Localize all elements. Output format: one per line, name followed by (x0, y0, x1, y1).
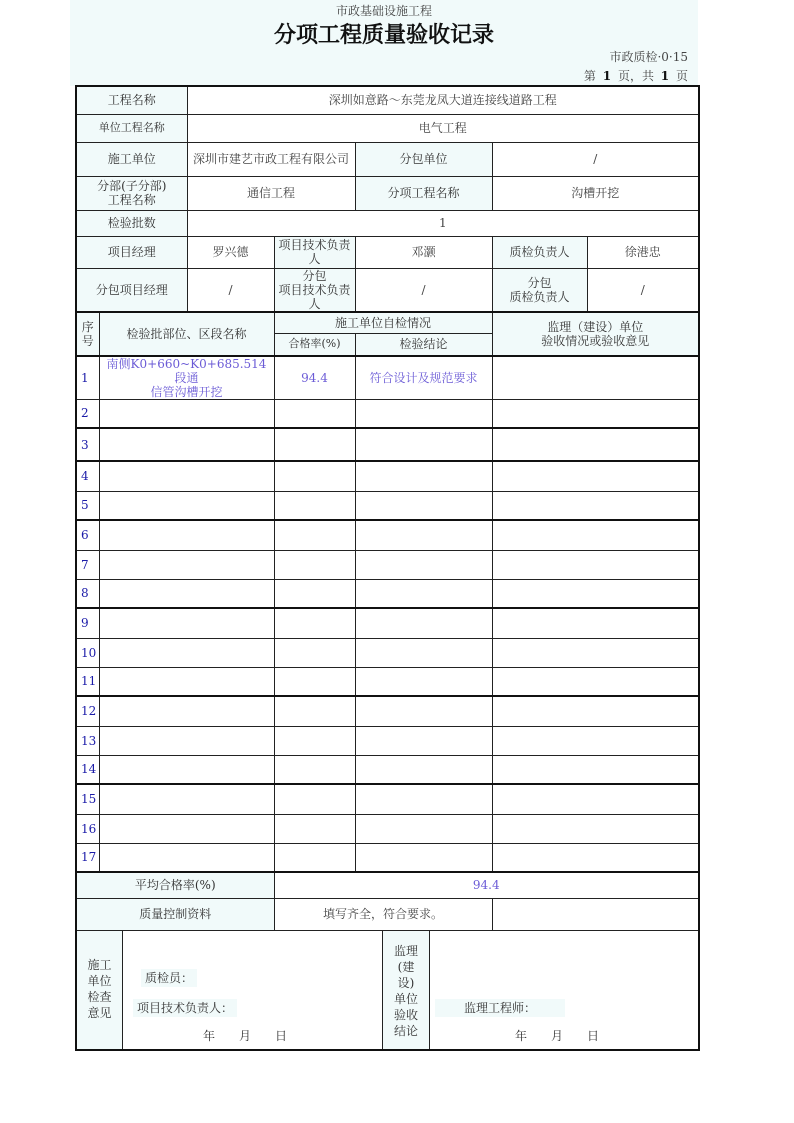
item-label: 分项工程名称 (355, 176, 492, 210)
row-location (99, 550, 274, 579)
supervision-conclusion-line1: 监理 (393, 943, 418, 958)
page-number: 第 1 页，共 1 页 (583, 69, 688, 83)
row-number: 15 (76, 784, 99, 814)
batches-label: 检验批数 (76, 210, 187, 236)
contractor-label: 施工单位 (76, 142, 187, 176)
row-pass-rate (274, 428, 355, 461)
unit-project-row (76, 114, 699, 142)
division-label-line2: 工程名称 (107, 193, 156, 207)
contractor-row (76, 142, 699, 176)
sub-manager-row (76, 268, 699, 312)
batches-row (76, 210, 699, 236)
division-row (76, 176, 699, 210)
table-row (76, 638, 699, 667)
contractor-sign-area (123, 931, 381, 1051)
row-conclusion (355, 550, 492, 579)
row-number: 13 (76, 726, 99, 755)
sub-tech-label-line1: 分包 (302, 268, 327, 283)
row-number: 5 (76, 491, 99, 520)
tech-lead-value: 邓灏 (355, 236, 492, 268)
table-row (76, 755, 699, 784)
row-conclusion (355, 696, 492, 726)
sub-pm-label: 分包项目经理 (76, 268, 187, 312)
table-row (76, 461, 699, 491)
division-value: 通信工程 (187, 176, 355, 210)
row-location (99, 579, 274, 608)
row-conclusion (355, 608, 492, 638)
row-pass-rate (274, 814, 355, 843)
row-location (99, 428, 274, 461)
row-conclusion (355, 755, 492, 784)
acceptance-form (75, 85, 700, 1051)
row-opinion (492, 755, 699, 784)
row-conclusion (355, 784, 492, 814)
qc-docs-label: 质量控制资料 (76, 898, 274, 930)
division-label-line1: 分部(子分部) (97, 179, 167, 193)
supervision-sign-area (429, 931, 698, 1051)
sub-qc-label (492, 268, 587, 312)
sub-qc-label-line2: 质检负责人 (509, 289, 570, 304)
supervision-conclusion-line5: 验收 (393, 1007, 418, 1022)
row-conclusion (355, 638, 492, 667)
table-row (76, 428, 699, 461)
row-conclusion (355, 667, 492, 696)
table-row (76, 550, 699, 579)
row-conclusion (355, 399, 492, 428)
row-opinion (492, 784, 699, 814)
supervision-header (492, 312, 699, 356)
row-pass-rate (274, 461, 355, 491)
project-name-row (76, 86, 699, 114)
seq-header-line1: 序 (81, 319, 94, 334)
row-location (99, 696, 274, 726)
qc-docs-extra (492, 898, 699, 930)
row-number: 3 (76, 428, 99, 461)
row-number: 11 (76, 667, 99, 696)
row-opinion (492, 843, 699, 872)
supervision-conclusion-line3: 设) (397, 975, 415, 990)
sub-pm-value: / (187, 268, 274, 312)
row-opinion (492, 726, 699, 755)
contractor-opinion-line4: 意见 (87, 1005, 112, 1020)
row-number: 16 (76, 814, 99, 843)
row-opinion (492, 579, 699, 608)
sub-tech-value: / (355, 268, 492, 312)
table-row (76, 520, 699, 550)
row-conclusion (355, 579, 492, 608)
project-name-value: 深圳如意路～东莞龙凤大道连接线道路工程 (187, 86, 699, 114)
contractor-opinion-line3: 检查 (87, 989, 112, 1004)
contractor-opinion-line1: 施工 (87, 957, 112, 972)
seq-header-line2: 号 (81, 333, 94, 348)
inspector-label: 质检员： (141, 969, 197, 987)
table-row (76, 356, 699, 400)
row-conclusion (355, 461, 492, 491)
row-location-line1: 南侧K0+660~K0+685.514段通 (106, 356, 267, 385)
row-pass-rate (274, 579, 355, 608)
row-pass-rate (274, 667, 355, 696)
row-opinion (492, 638, 699, 667)
table-row (76, 608, 699, 638)
row-pass-rate (274, 399, 355, 428)
row-pass-rate: 94.4 (274, 356, 355, 400)
signature-row (76, 930, 699, 1050)
row-conclusion (355, 428, 492, 461)
sub-qc-label-line1: 分包 (527, 275, 552, 290)
table-row (76, 696, 699, 726)
row-opinion (492, 814, 699, 843)
table-row (76, 843, 699, 872)
pm-value: 罗兴德 (187, 236, 274, 268)
supervision-conclusion-label (382, 931, 430, 1051)
row-pass-rate (274, 638, 355, 667)
row-conclusion (355, 814, 492, 843)
row-conclusion (355, 520, 492, 550)
seq-header (76, 312, 99, 356)
row-location (99, 399, 274, 428)
table-row (76, 726, 699, 755)
table-row (76, 491, 699, 520)
supervision-conclusion-line6: 结论 (393, 1023, 418, 1038)
table-row (76, 579, 699, 608)
manager-row (76, 236, 699, 268)
page-title: 分项工程质量验收记录 (273, 23, 494, 48)
row-location (99, 814, 274, 843)
row-location (99, 461, 274, 491)
unit-project-label: 单位工程名称 (76, 114, 187, 142)
table-row (76, 399, 699, 428)
qc-docs-value: 填写齐全，符合要求。 (274, 898, 492, 930)
row-pass-rate (274, 755, 355, 784)
row-pass-rate (274, 550, 355, 579)
tech-lead-sign-label: 项目技术负责人： (133, 999, 237, 1017)
conclusion-header: 检验结论 (355, 334, 492, 356)
row-opinion (492, 608, 699, 638)
row-opinion (492, 461, 699, 491)
row-location (99, 356, 274, 400)
location-header: 检验批部位、区段名称 (99, 312, 274, 356)
supervision-header-line1: 监理（建设）单位 (547, 319, 644, 334)
contractor-opinion-label (77, 931, 123, 1051)
project-name-label: 工程名称 (76, 86, 187, 114)
row-location (99, 520, 274, 550)
qc-lead-value: 徐港忠 (587, 236, 699, 268)
supervision-conclusion-line4: 单位 (393, 991, 418, 1006)
row-number: 9 (76, 608, 99, 638)
self-check-header: 施工单位自检情况 (274, 312, 492, 334)
row-location-line2: 信管沟槽开挖 (150, 384, 223, 399)
row-number: 17 (76, 843, 99, 872)
row-location (99, 608, 274, 638)
contractor-opinion-line2: 单位 (87, 973, 112, 988)
sub-qc-value: / (587, 268, 699, 312)
contractor-date: 年 月 日 (203, 1028, 288, 1043)
row-location (99, 843, 274, 872)
subcontractor-value: / (492, 142, 699, 176)
division-label (76, 176, 187, 210)
row-number: 1 (76, 356, 99, 400)
pass-rate-header: 合格率(%) (274, 334, 355, 356)
row-pass-rate (274, 726, 355, 755)
sub-tech-label (274, 268, 355, 312)
row-number: 4 (76, 461, 99, 491)
row-number: 14 (76, 755, 99, 784)
subcontractor-label: 分包单位 (355, 142, 492, 176)
row-number: 8 (76, 579, 99, 608)
row-location (99, 726, 274, 755)
row-conclusion: 符合设计及规范要求 (355, 356, 492, 400)
supervision-date: 年 月 日 (515, 1028, 600, 1043)
row-location (99, 638, 274, 667)
row-location (99, 784, 274, 814)
row-number: 2 (76, 399, 99, 428)
row-opinion (492, 520, 699, 550)
qc-docs-row (76, 898, 699, 930)
row-pass-rate (274, 608, 355, 638)
row-conclusion (355, 491, 492, 520)
supervision-header-line2: 验收情况或验收意见 (541, 333, 650, 348)
row-opinion (492, 550, 699, 579)
row-opinion (492, 399, 699, 428)
row-opinion (492, 356, 699, 400)
row-opinion (492, 491, 699, 520)
row-pass-rate (274, 784, 355, 814)
row-location (99, 667, 274, 696)
tech-lead-label: 项目技术负责人 (274, 236, 355, 268)
row-number: 10 (76, 638, 99, 667)
row-number: 12 (76, 696, 99, 726)
row-location (99, 491, 274, 520)
average-label: 平均合格率(%) (76, 872, 274, 898)
average-value: 94.4 (274, 872, 699, 898)
form-code: 市政质检·0·15 (609, 50, 688, 64)
row-location (99, 755, 274, 784)
row-number: 6 (76, 520, 99, 550)
table-row (76, 667, 699, 696)
category-label: 市政基础设施工程 (335, 4, 432, 18)
signature-area (76, 930, 699, 1050)
row-opinion (492, 696, 699, 726)
row-pass-rate (274, 491, 355, 520)
row-opinion (492, 667, 699, 696)
table-row (76, 784, 699, 814)
pm-label: 项目经理 (76, 236, 187, 268)
unit-project-value: 电气工程 (187, 114, 699, 142)
batches-value: 1 (187, 210, 699, 236)
table-row (76, 814, 699, 843)
row-opinion (492, 428, 699, 461)
row-pass-rate (274, 520, 355, 550)
sub-tech-label-line2: 项目技术负责人 (278, 282, 351, 311)
qc-lead-label: 质检负责人 (492, 236, 587, 268)
row-pass-rate (274, 696, 355, 726)
item-value: 沟槽开挖 (492, 176, 699, 210)
contractor-value: 深圳市建艺市政工程有限公司 (187, 142, 355, 176)
row-pass-rate (274, 843, 355, 872)
row-number: 7 (76, 550, 99, 579)
supervision-conclusion-line2: (建 (397, 959, 415, 974)
table-header-row-1 (76, 312, 699, 334)
row-conclusion (355, 726, 492, 755)
row-conclusion (355, 843, 492, 872)
average-row (76, 872, 699, 898)
engineer-label: 监理工程师： (435, 999, 565, 1017)
